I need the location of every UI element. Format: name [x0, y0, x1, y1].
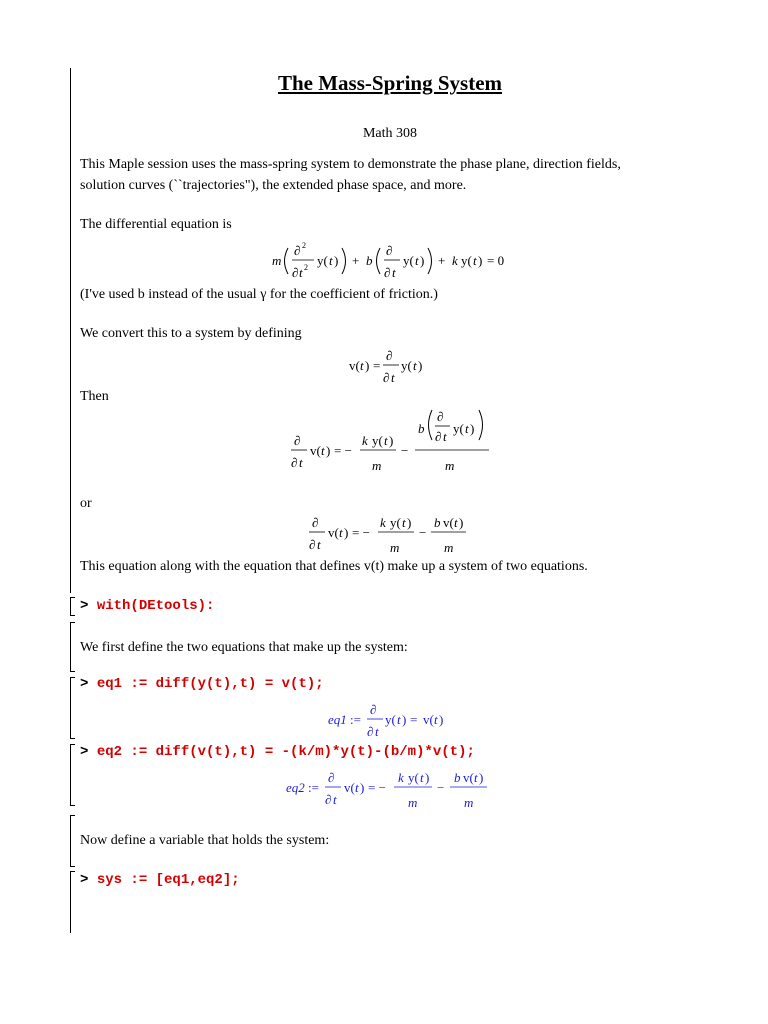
svg-text:t: t [443, 429, 447, 444]
svg-text:m: m [272, 253, 282, 268]
svg-text:y(: y( [453, 421, 464, 436]
command-text: eq2 := diff(v(t),t) = -(k/m)*y(t)-(b/m)*v(t); [96, 744, 475, 760]
svg-text:t: t [391, 370, 395, 385]
group-bracket-4-bottom [70, 805, 75, 806]
de-intro-text: The differential equation is [80, 217, 232, 232]
maple-input-sys[interactable] [80, 872, 240, 888]
svg-text:m: m [445, 458, 455, 473]
svg-text:∂: ∂ [383, 370, 390, 385]
svg-text:∂: ∂ [291, 455, 298, 470]
svg-text:): ) [420, 253, 425, 268]
svg-text:t: t [392, 265, 396, 280]
svg-text:t: t [413, 358, 417, 373]
svg-text:∂: ∂ [435, 429, 442, 444]
svg-text:t: t [474, 770, 478, 785]
svg-text:∂: ∂ [309, 537, 316, 552]
svg-text:t: t [397, 712, 401, 727]
svg-text:m: m [408, 795, 418, 809]
velocity-derivative-equation [286, 404, 496, 480]
svg-text:): ) [365, 358, 370, 373]
or-text: or [80, 496, 92, 511]
svg-text:∂: ∂ [370, 702, 377, 717]
svg-text::=: := [350, 712, 361, 727]
group-bracket-1-bottom [70, 615, 75, 616]
group-bracket-3-bottom [70, 738, 75, 739]
svg-text:v(: v( [344, 780, 355, 795]
svg-text:t: t [375, 724, 379, 739]
svg-text:k: k [398, 770, 404, 785]
svg-text:): ) [402, 712, 407, 727]
svg-text:m: m [444, 540, 454, 555]
svg-text:t: t [465, 421, 469, 436]
group-bracket-3-top [70, 677, 75, 678]
svg-text:): ) [478, 253, 483, 268]
now-define-text: Now define a variable that holds the system: [80, 833, 330, 848]
svg-text:= −: = − [368, 780, 386, 795]
svg-text:): ) [479, 770, 484, 785]
svg-text:): ) [360, 780, 365, 795]
svg-text:): ) [326, 443, 331, 458]
svg-text:t: t [420, 770, 424, 785]
svg-text:∂: ∂ [312, 515, 319, 530]
svg-text:b: b [454, 770, 461, 785]
svg-text:t: t [355, 780, 359, 795]
svg-text:−: − [419, 525, 427, 540]
svg-text:= 0: = 0 [487, 253, 505, 268]
differential-equation [268, 236, 518, 284]
page-title: The Mass-Spring System [277, 71, 503, 95]
velocity-definition [345, 346, 455, 386]
command-text: eq1 := diff(y(t),t) = v(t); [96, 676, 324, 692]
group-bracket-5-bottom [70, 866, 75, 867]
svg-text:): ) [418, 358, 423, 373]
svg-text:y(: y( [408, 770, 419, 785]
svg-text:−: − [437, 780, 445, 795]
svg-text:+: + [438, 253, 446, 268]
maple-input-eq1[interactable] [80, 676, 324, 692]
svg-text:k: k [362, 433, 368, 448]
input-prompt: > [80, 598, 89, 614]
svg-text:v(: v( [423, 712, 434, 727]
input-prompt: > [80, 872, 89, 888]
svg-text:eq2: eq2 [286, 780, 305, 795]
maple-input-eq2[interactable] [80, 744, 475, 760]
svg-text:∂: ∂ [294, 243, 301, 258]
svg-text:∂: ∂ [386, 243, 393, 258]
svg-text:y(: y( [403, 253, 414, 268]
svg-text:=: = [410, 712, 418, 727]
maple-output-eq1 [326, 699, 476, 739]
group-bracket-1 [70, 597, 71, 616]
svg-text:): ) [407, 515, 412, 530]
svg-text:t: t [360, 358, 364, 373]
group-bracket-6 [70, 871, 71, 933]
svg-text:b: b [366, 253, 373, 268]
svg-text:t: t [339, 525, 343, 540]
input-prompt: > [80, 744, 89, 760]
svg-text:): ) [334, 253, 339, 268]
svg-text:v(: v( [463, 770, 474, 785]
first-define-text: We first define the two equations that make up the system: [80, 640, 408, 655]
group-bracket-4-top [70, 744, 75, 745]
command-text: with(DEtools): [96, 598, 215, 614]
svg-text:= −: = − [352, 525, 370, 540]
maple-input-with-detools[interactable] [80, 598, 214, 614]
gamma-note: (I've used b instead of the usual γ for the coefficient of friction.) [80, 287, 438, 302]
svg-text:y(: y( [461, 253, 472, 268]
svg-text:∂: ∂ [325, 792, 332, 807]
group-bracket-6-top [70, 871, 75, 872]
svg-text:k: k [452, 253, 458, 268]
svg-text:=: = [373, 358, 381, 373]
svg-text:t: t [317, 537, 321, 552]
svg-text:∂: ∂ [294, 433, 301, 448]
course-label: Math 308 [362, 126, 418, 141]
svg-text:b: b [418, 421, 425, 436]
system-note: This equation along with the equation that defines v(t) make up a system of two equations. [80, 559, 588, 574]
svg-text:v(: v( [349, 358, 360, 373]
svg-text:−: − [401, 443, 409, 458]
intro-line-2: solution curves (``trajectories"), the extended phase space, and more. [80, 178, 467, 193]
svg-text:v(: v( [328, 525, 339, 540]
svg-text:y(: y( [372, 433, 383, 448]
svg-text:t: t [299, 265, 303, 280]
svg-text:= −: = − [334, 443, 352, 458]
svg-text:): ) [439, 712, 444, 727]
svg-text:t: t [321, 443, 325, 458]
svg-text:t: t [415, 253, 419, 268]
svg-text:2: 2 [304, 263, 308, 272]
svg-text:y(: y( [401, 358, 412, 373]
svg-text:∂: ∂ [437, 409, 444, 424]
svg-text:): ) [425, 770, 430, 785]
svg-text:): ) [344, 525, 349, 540]
svg-text:eq1: eq1 [328, 712, 347, 727]
svg-text:t: t [454, 515, 458, 530]
svg-text:∂: ∂ [367, 724, 374, 739]
group-bracket-4 [70, 744, 71, 806]
maple-output-eq2 [284, 763, 504, 809]
group-bracket-5-top [70, 815, 75, 816]
svg-text:y(: y( [317, 253, 328, 268]
svg-text:t: t [434, 712, 438, 727]
svg-text:m: m [372, 458, 382, 473]
then-text: Then [80, 389, 109, 404]
svg-text:y(: y( [390, 515, 401, 530]
svg-text:v(: v( [443, 515, 454, 530]
svg-text:b: b [434, 515, 441, 530]
svg-text:t: t [402, 515, 406, 530]
group-bracket-2-top [70, 622, 75, 623]
velocity-derivative-simplified [304, 512, 484, 558]
svg-text:m: m [464, 795, 474, 809]
left-margin-line [70, 68, 71, 593]
svg-text:m: m [390, 540, 400, 555]
group-bracket-3 [70, 677, 71, 739]
input-prompt: > [80, 676, 89, 692]
svg-text:∂: ∂ [384, 265, 391, 280]
group-bracket-1-top [70, 597, 75, 598]
svg-text:+: + [352, 253, 360, 268]
svg-text:v(: v( [310, 443, 321, 458]
svg-text:t: t [384, 433, 388, 448]
command-text: sys := [eq1,eq2]; [96, 872, 240, 888]
group-bracket-5 [70, 815, 71, 867]
svg-text:): ) [470, 421, 475, 436]
intro-line-1: This Maple session uses the mass-spring system to demonstrate the phase plane, direction fields, [80, 157, 621, 172]
svg-text:∂: ∂ [292, 265, 299, 280]
svg-text:y(: y( [385, 712, 396, 727]
svg-text:∂: ∂ [328, 770, 335, 785]
svg-text:2: 2 [302, 241, 306, 250]
svg-text:t: t [333, 792, 337, 807]
group-bracket-2 [70, 622, 71, 672]
svg-text:k: k [380, 515, 386, 530]
svg-text:t: t [299, 455, 303, 470]
group-bracket-2-bottom [70, 671, 75, 672]
svg-text:): ) [389, 433, 394, 448]
svg-text:t: t [329, 253, 333, 268]
convert-text: We convert this to a system by defining [80, 326, 302, 341]
svg-text:): ) [459, 515, 464, 530]
svg-text:t: t [473, 253, 477, 268]
svg-text:∂: ∂ [386, 348, 393, 363]
svg-text::=: := [308, 780, 319, 795]
